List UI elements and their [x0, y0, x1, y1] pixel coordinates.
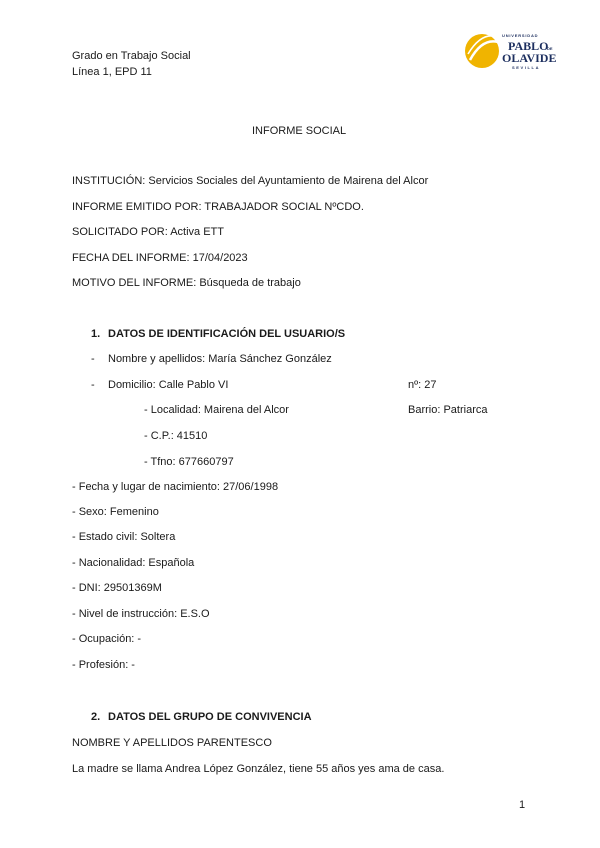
report-title: INFORME SOCIAL: [252, 125, 347, 137]
bullet: -: [91, 353, 95, 365]
field-ocupacion: - Ocupación: -: [72, 633, 142, 645]
field-cp: - C.P.: 41510: [144, 430, 208, 442]
logo-name-line2: OLAVIDE: [502, 51, 557, 65]
logo-name-line1: PABLO: [508, 39, 549, 53]
field-estado-civil: - Estado civil: Soltera: [72, 531, 176, 543]
field-sexo: - Sexo: Femenino: [72, 506, 159, 518]
info-motivo: MOTIVO DEL INFORME: Búsqueda de trabajo: [72, 277, 301, 289]
field-dni: - DNI: 29501369M: [72, 582, 162, 594]
header-course: Grado en Trabajo Social: [72, 50, 191, 62]
field-tfno: - Tfno: 677660797: [144, 456, 234, 468]
section1-heading: DATOS DE IDENTIFICACIÓN DEL USUARIO/S: [108, 328, 346, 340]
section2-subheading: NOMBRE Y APELLIDOS PARENTESCO: [72, 737, 272, 749]
field-profesion: - Profesión: -: [72, 659, 135, 671]
logo-top-text: UNIVERSIDAD: [502, 33, 539, 38]
field-fecha-nacimiento: - Fecha y lugar de nacimiento: 27/06/1998: [72, 481, 279, 493]
info-fecha: FECHA DEL INFORME: 17/04/2023: [72, 252, 248, 264]
section1-number: 1.: [91, 328, 101, 340]
section2-number: 2.: [91, 711, 101, 723]
field-barrio: Barrio: Patriarca: [408, 404, 488, 416]
info-emitido: INFORME EMITIDO POR: TRABAJADOR SOCIAL NºCDO.: [72, 201, 364, 213]
university-logo: [464, 30, 560, 72]
section2-heading: DATOS DEL GRUPO DE CONVIVENCIA: [108, 711, 312, 723]
section2-text: La madre se llama Andrea López González, tiene 55 años yes ama de casa.: [72, 763, 445, 775]
field-localidad: - Localidad: Mairena del Alcor: [144, 404, 289, 416]
info-institucion: INSTITUCIÓN: Servicios Sociales del Ayuntamiento de Mairena del Alcor: [72, 175, 429, 187]
field-numero: nº: 27: [408, 379, 437, 391]
header-group: Línea 1, EPD 11: [72, 66, 152, 78]
field-nacionalidad: - Nacionalidad: Española: [72, 557, 195, 569]
bullet: -: [91, 379, 95, 391]
info-solicitado: SOLICITADO POR: Activa ETT: [72, 226, 224, 238]
field-nombre: Nombre y apellidos: María Sánchez González: [108, 353, 332, 365]
logo-city: SEVILLA: [512, 65, 541, 70]
field-domicilio: Domicilio: Calle Pablo VI: [108, 379, 229, 391]
logo-name-de: DE: [547, 46, 553, 51]
page-number: 1: [519, 799, 526, 811]
field-nivel-instruccion: - Nivel de instrucción: E.S.O: [72, 608, 210, 620]
